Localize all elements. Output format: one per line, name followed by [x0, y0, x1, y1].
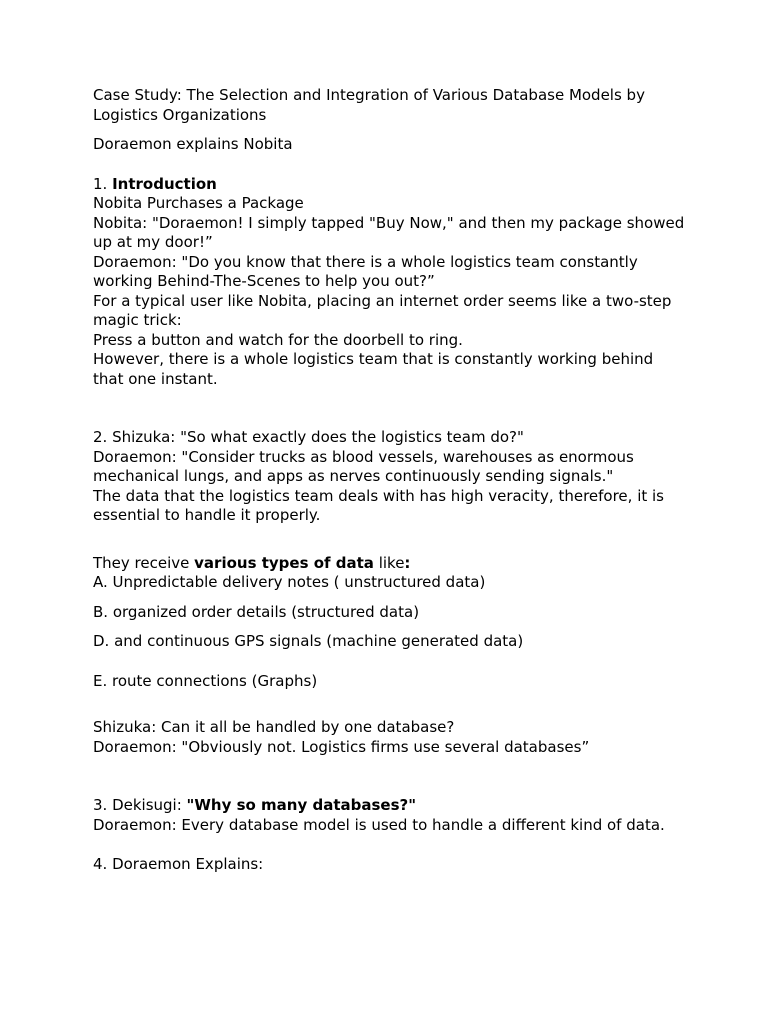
paragraph-line: Nobita Purchases a Package: [93, 194, 304, 212]
document-title: Case Study: The Selection and Integration of Various Database Models by Logistics Organizations: [93, 86, 645, 124]
section-logistics-team: [93, 428, 688, 526]
paragraph-line: Press a button and watch for the doorbell to ring.: [93, 330, 463, 349]
data-types-intro: They receive various types of data like:: [93, 553, 411, 572]
section-introduction: [93, 175, 688, 390]
section-number: 1.: [93, 174, 113, 193]
paragraph-line: The data that the logistics team deals with has high veracity, therefore, it is essential to handle it properly.: [93, 486, 664, 524]
document-subtitle: Doraemon explains Nobita: [93, 135, 293, 153]
section-data-types: [93, 554, 688, 692]
paragraph-line: Doraemon: "Obviously not. Logistics firms use several databases”: [93, 737, 590, 756]
section-one-database: [93, 718, 688, 757]
section-heading: 3. Dekisugi: "Why so many databases?": [93, 796, 417, 814]
paragraph-line: For a typical user like Nobita, placing an internet order seems like a two-step magic trick:: [93, 291, 672, 329]
paragraph-line: Shizuka: Can it all be handled by one database?: [93, 718, 455, 736]
list-item: D. and continuous GPS signals (machine generated data): [93, 632, 524, 650]
section-heading-text: Introduction: [112, 174, 217, 193]
list-item: A. Unpredictable delivery notes ( unstructured data): [93, 573, 486, 591]
paragraph-line: Doraemon: Every database model is used to handle a different kind of data.: [93, 815, 665, 834]
list-item: E. route connections (Graphs): [93, 671, 318, 690]
paragraph-line: Nobita: "Doraemon! I simply tapped "Buy Now," and then my package showed up at my door!”: [93, 213, 685, 251]
list-item: B. organized order details (structured data): [93, 602, 420, 621]
paragraph-line: Doraemon: "Consider trucks as blood vessels, warehouses as enormous mechanical lungs, and apps as nerves continuously sending signals.": [93, 447, 634, 485]
paragraph-line: However, there is a whole logistics team that is constantly working behind that one instant.: [93, 350, 654, 388]
section-heading: 4. Doraemon Explains:: [93, 855, 264, 873]
paragraph-line: Doraemon: "Do you know that there is a whole logistics team constantly working Behind-The-Scenes to help you out?”: [93, 252, 638, 290]
paragraph-line: 2. Shizuka: "So what exactly does the logistics team do?": [93, 428, 524, 446]
section-doraemon-explains: [93, 855, 688, 875]
section-many-databases: [93, 796, 688, 835]
section-heading: [93, 175, 688, 195]
